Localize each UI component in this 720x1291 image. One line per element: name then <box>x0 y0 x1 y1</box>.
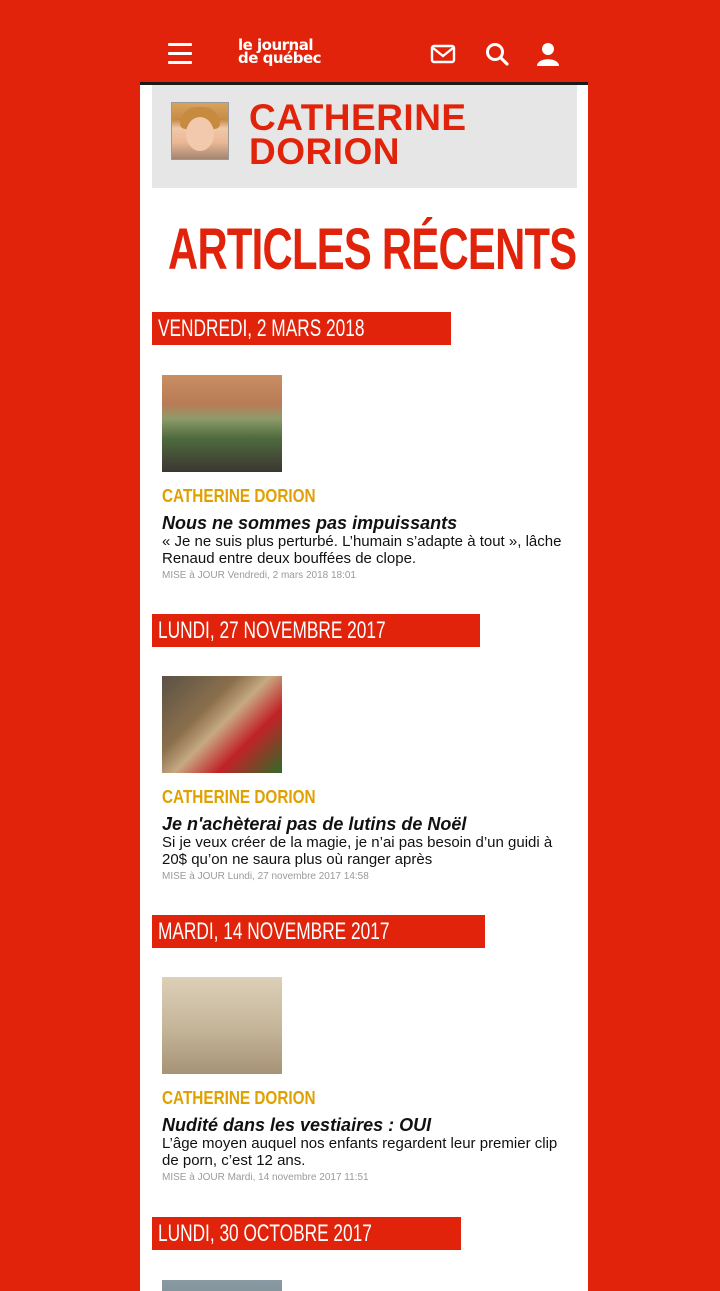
date-label: VENDREDI, 2 MARS 2018 <box>152 312 451 345</box>
page-container <box>140 26 588 1291</box>
article-title[interactable]: Nudité dans les vestiaires : OUI <box>162 1115 432 1135</box>
author-box <box>152 85 577 188</box>
article-excerpt: « Je ne suis plus perturbé. L’humain s’adapte à tout », lâche Renaud entre deux bouffées de clope. <box>162 533 562 567</box>
author-name: CATHERINE DORION <box>249 97 467 172</box>
article-excerpt: Si je veux créer de la magie, je n’ai pas besoin d’un guidi à 20$ qu’on ne saura plus où ranger après <box>162 834 553 868</box>
date-label: MARDI, 14 NOVEMBRE 2017 <box>152 915 485 948</box>
article-title[interactable]: Je n'achèterai pas de lutins de Noël <box>162 814 467 834</box>
article-author[interactable]: CATHERINE DORION <box>162 1088 316 1108</box>
section-title: ARTICLES RÉCENTS <box>168 217 577 282</box>
article-thumbnail[interactable] <box>162 1280 282 1291</box>
article-excerpt: L’âge moyen auquel nos enfants regardent leur premier clip de porn, c’est 12 ans. <box>162 1135 558 1169</box>
logo-line-2: de québec <box>238 49 322 67</box>
article-item[interactable] <box>162 375 572 581</box>
article-thumbnail[interactable] <box>162 375 282 472</box>
top-header <box>140 26 588 85</box>
article-item[interactable] <box>162 1280 572 1291</box>
article-updated: MISE à JOUR Vendredi, 2 mars 2018 18:01 <box>162 570 356 581</box>
article-updated: MISE à JOUR Lundi, 27 novembre 2017 14:58 <box>162 871 369 882</box>
author-avatar <box>171 102 229 160</box>
date-label: LUNDI, 27 NOVEMBRE 2017 <box>152 614 480 647</box>
site-logo[interactable] <box>238 36 322 67</box>
article-item[interactable] <box>162 676 572 882</box>
article-thumbnail[interactable] <box>162 977 282 1074</box>
logo-line-1: le journal <box>238 36 314 54</box>
article-item[interactable] <box>162 977 572 1183</box>
status-bar-area <box>0 0 720 26</box>
search-icon[interactable] <box>484 41 510 67</box>
article-thumbnail[interactable] <box>162 676 282 773</box>
article-author[interactable]: CATHERINE DORION <box>162 787 316 807</box>
mail-icon[interactable] <box>430 41 456 67</box>
date-label: LUNDI, 30 OCTOBRE 2017 <box>152 1217 461 1250</box>
article-author[interactable]: CATHERINE DORION <box>162 486 316 506</box>
article-updated: MISE à JOUR Mardi, 14 novembre 2017 11:51 <box>162 1172 369 1183</box>
user-icon[interactable] <box>535 41 561 67</box>
menu-icon[interactable] <box>168 43 192 63</box>
article-title[interactable]: Nous ne sommes pas impuissants <box>162 513 458 533</box>
